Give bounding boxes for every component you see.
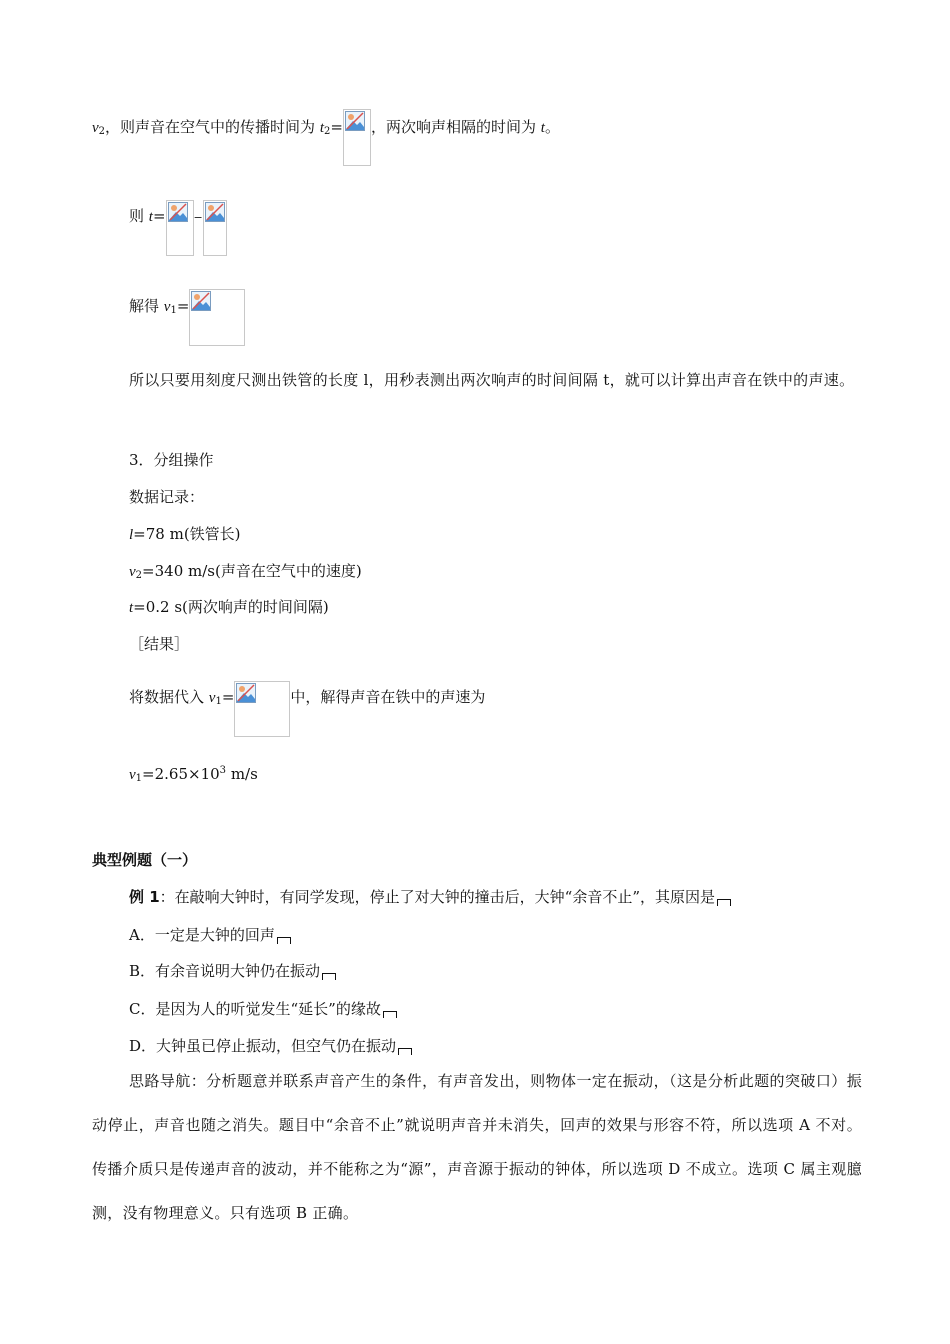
option-d-text: D．大钟虽已停止振动，但空气仍在振动 — [129, 1037, 397, 1055]
intro-text-2: ，两次响声相隔的时间为 — [370, 118, 536, 136]
option-a-text: A．一定是大钟的回声 — [129, 926, 275, 944]
broken-image-icon — [205, 202, 225, 222]
v1-variable: v — [163, 299, 171, 315]
then-label: 则 — [129, 207, 145, 225]
v2-subscript: 2 — [135, 570, 143, 581]
v1-subscript: 1 — [135, 773, 143, 784]
section-3-heading: 3．分组操作 — [129, 451, 214, 469]
t-value: =0.2 s(两次响声的时间间隔) — [133, 598, 329, 616]
t-variable: t — [148, 209, 153, 225]
analysis-paragraph: 思路导航：分析题意并联系声音产生的条件，有声音发出，则物体一定在振动，（这是分析此题的突破口）振动停止，声音也随之消失。题目中“余音不止”就说明声音并未消失，回声的效果与形容不符，所以选项 A 不对。传播介质只是传递声音的波动，并不能称之为“源”，声音源于振动的钟体，所以选项 D 不成立。选项 C 属主观臆测，没有物理意义。只有选项 B 正确。 — [92, 1072, 862, 1222]
v2-variable: v — [129, 564, 136, 580]
v2-subscript: 2 — [98, 126, 106, 137]
option-d — [129, 1036, 412, 1056]
formula-image-placeholder — [234, 681, 290, 737]
l-value: =78 m(铁管长) — [133, 525, 241, 543]
final-exponent: 3 — [219, 765, 227, 776]
period: 。 — [544, 118, 560, 136]
solve-label: 解得 — [129, 297, 160, 315]
question-line — [129, 887, 731, 907]
intro-text-1: ，则声音在空气中的传播时间为 — [105, 118, 316, 136]
v1-variable: v — [208, 690, 216, 706]
substitute-line — [129, 687, 485, 743]
t-variable: t — [129, 600, 134, 616]
blank-bracket-icon — [383, 1011, 397, 1018]
result-label: ［结果］ — [129, 635, 190, 653]
data-record-label: 数据记录： — [129, 488, 205, 506]
question-label: 例 1 — [129, 888, 160, 906]
t2-variable: t — [319, 120, 325, 136]
blank-bracket-icon — [398, 1048, 412, 1055]
t-variable: t — [540, 120, 545, 136]
substitute-pre: 将数据代入 — [129, 688, 205, 706]
formula-then-line — [129, 206, 227, 262]
equals-sign: = — [152, 207, 166, 225]
v1-subscript: 1 — [170, 305, 177, 316]
final-base: =2.65×10 — [142, 765, 220, 783]
v2-value: =340 m/s(声音在空气中的速度) — [142, 562, 362, 580]
l-variable: l — [129, 527, 134, 543]
intro-line — [92, 117, 560, 174]
length-record — [129, 524, 241, 545]
examples-heading: 典型例题（一） — [92, 851, 198, 869]
option-b — [129, 961, 336, 981]
broken-image-icon — [236, 683, 256, 703]
v1-variable: v — [129, 767, 136, 783]
formula-image-placeholder — [203, 200, 227, 256]
air-speed-record — [129, 561, 362, 586]
question-text: ：在敲响大钟时，有同学发现，停止了对大钟的撞击后，大钟“余音不止”，其原因是 — [159, 888, 716, 906]
broken-image-icon — [191, 291, 211, 311]
formula-solve-line — [129, 296, 245, 353]
formula-image-placeholder — [166, 200, 194, 256]
blank-bracket-icon — [717, 899, 731, 906]
conclusion-paragraph: 所以只要用刻度尺测出铁管的长度 l，用秒表测出两次响声的时间间隔 t，就可以计算出声音在铁中的声速。 — [129, 371, 855, 389]
equals-sign: = — [221, 688, 235, 706]
option-c-text: C．是因为人的听觉发生“延长”的缘故 — [129, 1000, 381, 1018]
final-result — [129, 761, 258, 789]
broken-image-icon — [168, 202, 188, 222]
broken-image-icon — [345, 111, 365, 131]
option-b-text: B．有余音说明大钟仍在振动 — [129, 962, 321, 980]
final-unit: m/s — [226, 765, 258, 783]
equals-sign: = — [176, 297, 190, 315]
t2-subscript: 2 — [324, 126, 331, 137]
minus-sign: − — [193, 211, 203, 224]
v2-variable: v — [92, 120, 99, 136]
formula-image-placeholder — [189, 289, 245, 346]
option-a — [129, 925, 291, 945]
formula-image-placeholder — [343, 109, 371, 166]
option-c — [129, 999, 397, 1019]
time-record — [129, 597, 329, 618]
blank-bracket-icon — [277, 937, 291, 944]
v1-subscript: 1 — [215, 696, 222, 707]
equals-sign: = — [330, 118, 343, 136]
blank-bracket-icon — [322, 973, 336, 980]
substitute-post: 中，解得声音在铁中的声速为 — [290, 688, 486, 706]
